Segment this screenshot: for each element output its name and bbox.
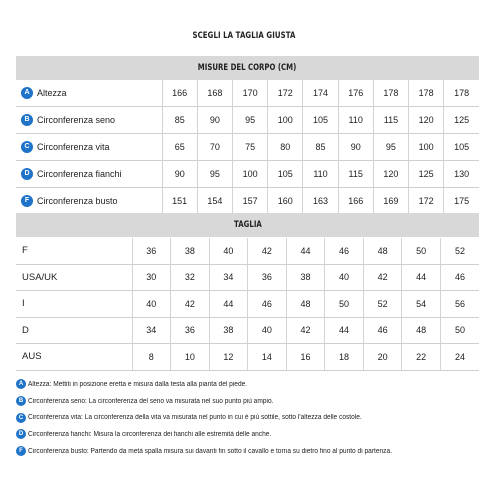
- row-label-cell: [16, 188, 162, 215]
- table-cell: 168: [197, 80, 232, 107]
- table-row: [16, 264, 479, 291]
- table-cell: 105: [303, 107, 338, 134]
- table-cell: 90: [338, 134, 373, 161]
- table-cell: 100: [268, 107, 303, 134]
- note-text: Circonferenza busto: Partendo da metà spalla misura sui davanti fin sotto il cavallo e torna su dietro fino al punto di partenza.: [28, 447, 392, 455]
- table-cell: 20: [363, 344, 402, 371]
- table-cell: 166: [162, 80, 197, 107]
- note-item: [16, 409, 484, 426]
- table-cell: 85: [303, 134, 338, 161]
- table-cell: 48: [363, 238, 402, 264]
- row-label: USA/UK: [16, 264, 132, 291]
- table-cell: 54: [402, 291, 441, 318]
- table-cell: 40: [248, 317, 287, 344]
- table-cell: 40: [132, 291, 171, 318]
- letter-d-icon: D: [16, 429, 26, 439]
- row-label: I: [16, 291, 132, 318]
- table-cell: 38: [171, 238, 210, 264]
- table-cell: 38: [209, 317, 248, 344]
- table-cell: 52: [363, 291, 402, 318]
- size-header: [16, 213, 479, 237]
- table-cell: 110: [303, 161, 338, 188]
- table-cell: 110: [338, 107, 373, 134]
- note-item: [16, 426, 484, 443]
- note-text: Circonferenza seno: La circonferenza del seno va misurata nel suo punto più ampio.: [28, 397, 274, 405]
- table-cell: 44: [209, 291, 248, 318]
- table-cell: 115: [373, 107, 408, 134]
- note-item: [16, 393, 484, 410]
- table-cell: 42: [286, 317, 325, 344]
- table-cell: 169: [373, 188, 408, 215]
- body-measurements-table: [16, 80, 479, 215]
- table-cell: 178: [444, 80, 479, 107]
- letter-c-icon: C: [21, 141, 33, 153]
- table-cell: 18: [325, 344, 364, 371]
- table-cell: 95: [197, 161, 232, 188]
- table-cell: 105: [444, 134, 479, 161]
- row-label-cell: [16, 161, 162, 188]
- table-cell: 151: [162, 188, 197, 215]
- note-item: [16, 376, 484, 393]
- table-cell: 56: [440, 291, 479, 318]
- table-cell: 100: [233, 161, 268, 188]
- table-cell: 22: [402, 344, 441, 371]
- table-cell: 166: [338, 188, 373, 215]
- table-cell: 85: [162, 107, 197, 134]
- table-cell: 42: [171, 291, 210, 318]
- table-cell: 46: [248, 291, 287, 318]
- table-cell: 46: [440, 264, 479, 291]
- size-conversion-table: [16, 238, 479, 371]
- letter-f-icon: F: [21, 195, 33, 207]
- note-text: Circonferenza vita: La circonferenza della vita va misurata nel punto in cui è più sottile, sotto l'altezza delle costole.: [28, 414, 362, 422]
- row-label: Altezza: [37, 88, 67, 98]
- letter-c-icon: C: [16, 413, 26, 423]
- note-text: Altezza: Mettiti in posizione eretta e misura dalla testa alla pianta del piede.: [28, 380, 248, 388]
- table-cell: 95: [233, 107, 268, 134]
- table-cell: 48: [286, 291, 325, 318]
- table-cell: 32: [171, 264, 210, 291]
- size-title: TAGLIA: [233, 220, 262, 230]
- table-row: [16, 291, 479, 318]
- table-cell: 38: [286, 264, 325, 291]
- table-row: [16, 161, 479, 188]
- table-cell: 90: [162, 161, 197, 188]
- table-cell: 16: [286, 344, 325, 371]
- row-label-cell: [16, 134, 162, 161]
- table-row: [16, 80, 479, 107]
- row-label: Circonferenza seno: [37, 115, 116, 125]
- table-cell: 80: [268, 134, 303, 161]
- table-row: [16, 107, 479, 134]
- table-row: [16, 317, 479, 344]
- table-cell: 90: [197, 107, 232, 134]
- letter-b-icon: B: [16, 396, 26, 406]
- table-cell: 120: [409, 107, 444, 134]
- table-cell: 50: [402, 238, 441, 264]
- table-cell: 65: [162, 134, 197, 161]
- row-label-cell: [16, 80, 162, 107]
- table-cell: 178: [373, 80, 408, 107]
- table-cell: 36: [248, 264, 287, 291]
- table-row: [16, 238, 479, 264]
- table-cell: 8: [132, 344, 171, 371]
- letter-a-icon: A: [16, 379, 26, 389]
- table-cell: 70: [197, 134, 232, 161]
- letter-f-icon: F: [16, 446, 26, 456]
- row-label: AUS: [16, 344, 132, 371]
- table-cell: 36: [171, 317, 210, 344]
- table-cell: 50: [440, 317, 479, 344]
- note-text: Circonferenza fianchi: Misura la circonferenza dei fianchi alle estremità delle anche.: [28, 430, 272, 438]
- letter-a-icon: A: [21, 87, 33, 99]
- table-cell: 50: [325, 291, 364, 318]
- body-measurements-header: [16, 56, 479, 80]
- table-cell: 46: [363, 317, 402, 344]
- table-cell: 178: [409, 80, 444, 107]
- table-row: [16, 344, 479, 371]
- table-cell: 44: [402, 264, 441, 291]
- table-cell: 30: [132, 264, 171, 291]
- letter-d-icon: D: [21, 168, 33, 180]
- row-label: D: [16, 317, 132, 344]
- note-item: [16, 443, 484, 460]
- table-cell: 14: [248, 344, 287, 371]
- table-cell: 34: [209, 264, 248, 291]
- table-cell: 36: [132, 238, 171, 264]
- row-label-cell: [16, 107, 162, 134]
- table-cell: 172: [409, 188, 444, 215]
- table-cell: 34: [132, 317, 171, 344]
- table-cell: 120: [373, 161, 408, 188]
- table-cell: 163: [303, 188, 338, 215]
- table-cell: 105: [268, 161, 303, 188]
- table-cell: 172: [268, 80, 303, 107]
- table-cell: 154: [197, 188, 232, 215]
- table-cell: 170: [233, 80, 268, 107]
- table-cell: 52: [440, 238, 479, 264]
- table-cell: 175: [444, 188, 479, 215]
- table-cell: 10: [171, 344, 210, 371]
- table-cell: 42: [363, 264, 402, 291]
- table-cell: 115: [338, 161, 373, 188]
- table-cell: 160: [268, 188, 303, 215]
- row-label: Circonferenza vita: [37, 142, 110, 152]
- table-cell: 95: [373, 134, 408, 161]
- measurement-notes: [16, 376, 484, 459]
- table-cell: 24: [440, 344, 479, 371]
- table-row: [16, 134, 479, 161]
- table-cell: 40: [325, 264, 364, 291]
- table-cell: 157: [233, 188, 268, 215]
- table-cell: 174: [303, 80, 338, 107]
- table-row: [16, 188, 479, 215]
- row-label: Circonferenza fianchi: [37, 169, 122, 179]
- page-title: SCEGLI LA TAGLIA GIUSTA: [192, 31, 296, 41]
- table-cell: 100: [409, 134, 444, 161]
- row-label: F: [16, 238, 132, 264]
- row-label: Circonferenza busto: [37, 196, 118, 206]
- table-cell: 42: [248, 238, 287, 264]
- table-cell: 44: [286, 238, 325, 264]
- table-cell: 125: [444, 107, 479, 134]
- table-cell: 12: [209, 344, 248, 371]
- body-measurements-title: MISURE DEL CORPO (CM): [198, 63, 297, 73]
- table-cell: 75: [233, 134, 268, 161]
- letter-b-icon: B: [21, 114, 33, 126]
- table-cell: 40: [209, 238, 248, 264]
- table-cell: 176: [338, 80, 373, 107]
- table-cell: 48: [402, 317, 441, 344]
- table-cell: 46: [325, 238, 364, 264]
- table-cell: 125: [409, 161, 444, 188]
- table-cell: 130: [444, 161, 479, 188]
- table-cell: 44: [325, 317, 364, 344]
